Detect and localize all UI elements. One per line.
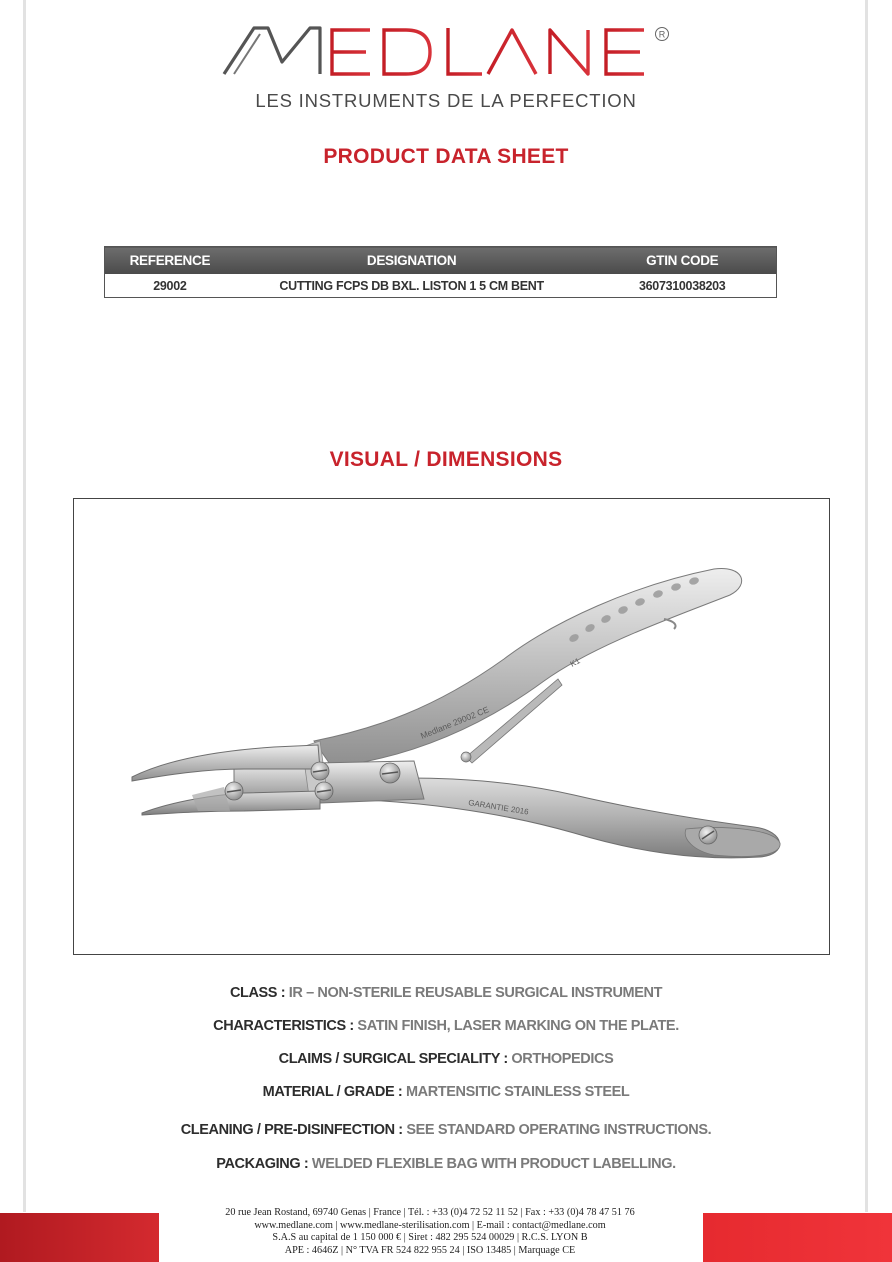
spec-class <box>0 985 892 1001</box>
spec-value: IR – NON-STERILE REUSABLE SURGICAL INSTRUMENT <box>288 985 663 1001</box>
spec-claims <box>0 1051 892 1067</box>
spec-label: PACKAGING : <box>216 1156 312 1172</box>
header-reference: REFERENCE <box>105 247 235 275</box>
spec-label: CLASS : <box>229 985 289 1001</box>
spec-label: CHARACTERISTICS : <box>213 1018 358 1034</box>
footer-contact <box>170 1207 690 1257</box>
footer-address: 20 rue Jean Rostand, 69740 Genas | France | Tél. : +33 (0)4 72 52 11 52 | Fax : +33 (0)4 78 47 51 76 <box>225 1207 635 1218</box>
table-row <box>105 274 777 298</box>
spec-label: CLAIMS / SURGICAL SPECIALITY : <box>278 1051 512 1067</box>
visual-dimensions-title: VISUAL / DIMENSIONS <box>329 448 563 471</box>
header-designation: DESIGNATION <box>235 247 589 275</box>
spec-cleaning <box>0 1122 892 1138</box>
table-header-row <box>105 247 777 275</box>
spec-value: SEE STANDARD OPERATING INSTRUCTIONS. <box>406 1122 712 1138</box>
footer-registration: APE : 4646Z | N° TVA FR 524 822 955 24 | ISO 13485 | Marquage CE <box>284 1244 576 1256</box>
svg-text:R: R <box>658 29 666 40</box>
spec-label: CLEANING / PRE-DISINFECTION : <box>180 1122 407 1138</box>
spec-value: ORTHOPEDICS <box>511 1051 614 1067</box>
footer-web-email: www.medlane.com | www.medlane-sterilisation.com | E-mail : contact@medlane.com <box>254 1219 606 1231</box>
spec-value: SATIN FINISH, LASER MARKING ON THE PLATE. <box>357 1018 679 1034</box>
instrument-marking-k1: K1 <box>568 656 582 669</box>
spec-characteristics <box>0 1018 892 1034</box>
product-data-sheet-title: PRODUCT DATA SHEET <box>323 145 569 168</box>
footer-red-bar-right <box>703 1213 892 1262</box>
cell-reference: 29002 <box>153 278 187 293</box>
product-table <box>104 246 777 298</box>
spec-value: MARTENSITIC STAINLESS STEEL <box>405 1084 630 1100</box>
footer-red-bar-left <box>0 1213 159 1262</box>
cell-gtin: 3607310038203 <box>638 278 726 293</box>
instrument-image <box>73 498 830 955</box>
footer-company-info: S.A.S au capital de 1 150 000 € | Siret : 482 295 524 00029 | R.C.S. LYON B <box>272 1232 588 1244</box>
spec-material <box>0 1084 892 1100</box>
spec-packaging <box>0 1156 892 1172</box>
instrument-marking-ref: Medlane 29002 CE <box>419 704 491 741</box>
instrument-marking-guarantee: GARANTIE 2016 <box>467 798 530 817</box>
spec-label: MATERIAL / GRADE : <box>262 1084 406 1100</box>
tagline: LES INSTRUMENTS DE LA PERFECTION <box>255 90 637 111</box>
spec-value: WELDED FLEXIBLE BAG WITH PRODUCT LABELLING. <box>311 1156 676 1172</box>
bone-cutting-forceps-illustration <box>74 499 829 954</box>
medlane-logo <box>220 18 680 88</box>
cell-designation: CUTTING FCPS DB BXL. LISTON 1 5 CM BENT <box>279 278 544 293</box>
header-gtin-code: GTIN CODE <box>588 247 776 275</box>
